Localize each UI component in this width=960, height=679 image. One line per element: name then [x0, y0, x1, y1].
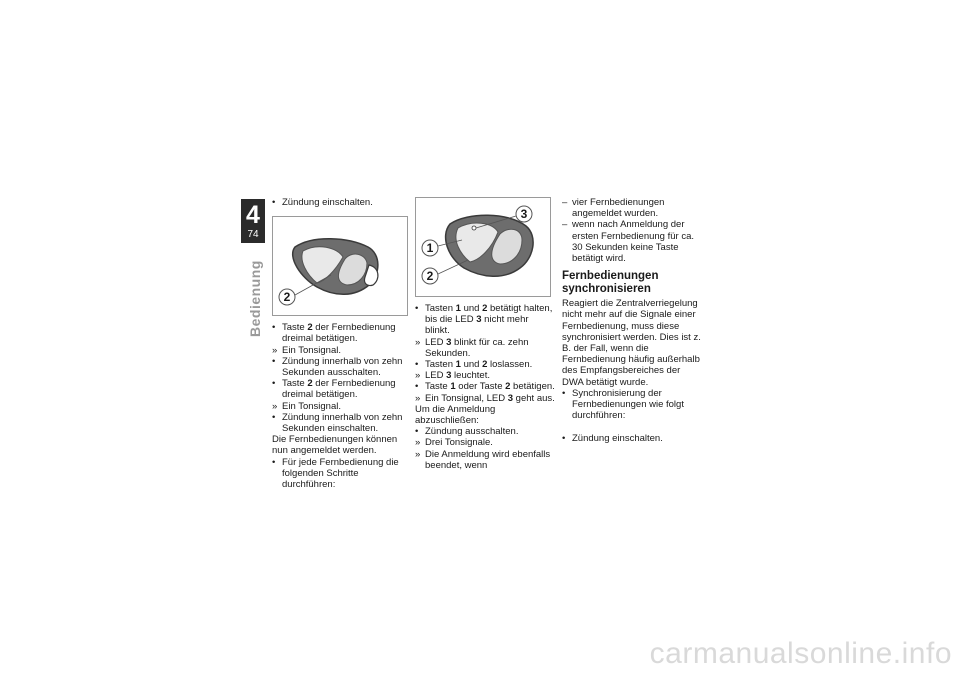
- step-text: LED: [425, 370, 447, 382]
- reference-number: 3: [446, 370, 452, 382]
- list-marker: •: [272, 411, 276, 423]
- list-item: [415, 337, 555, 359]
- key-fob-illustration: [273, 217, 407, 315]
- step-text: Für jede Fernbedienung die folgenden Schritte durchführen:: [282, 456, 399, 491]
- step-text: der Fernbedienung dreimal betätigen.: [282, 378, 396, 401]
- list-marker: »: [272, 344, 278, 356]
- reference-number: 2: [482, 359, 488, 371]
- column-1: [272, 197, 412, 490]
- step-text: leuchtet.: [451, 370, 490, 382]
- list-marker: »: [415, 336, 421, 348]
- section-heading: Fernbedienungen synchronisieren: [562, 270, 659, 296]
- figure-callout: 2: [426, 269, 434, 283]
- instruction-list: [272, 322, 412, 434]
- list-marker: »: [415, 392, 421, 404]
- list-marker: »: [415, 370, 421, 382]
- figure-callout: 2: [283, 290, 291, 305]
- list-item: [415, 303, 555, 337]
- list-marker: •: [272, 355, 276, 367]
- step-text: Zündung einschalten.: [282, 197, 373, 208]
- list-marker: •: [415, 426, 419, 438]
- list-marker: •: [415, 381, 419, 393]
- step-text: nicht mehr blinkt.: [425, 314, 529, 337]
- list-marker: •: [415, 303, 419, 314]
- step-text: wenn nach Anmeldung der ersten Fernbedienung für ca. 30 Sekunden keine Taste betätigt wird.: [572, 219, 694, 265]
- key-fob-figure-2: [415, 197, 551, 297]
- step-text: Die Anmeldung wird ebenfalls beendet, wenn: [425, 448, 551, 471]
- list-item: • Für jede Fernbedienung die folgenden Schritte durchführen:: [272, 456, 399, 491]
- list-item: [272, 378, 412, 400]
- watermark: carmanualsonline.info: [649, 637, 952, 670]
- step-text: loslassen.: [487, 359, 533, 371]
- paragraph: Die Fernbedienungen können nun angemeldet werden.: [272, 434, 398, 457]
- list-item: [415, 426, 555, 437]
- step-text: betätigen.: [510, 381, 555, 393]
- section-label: Bedienung: [247, 260, 263, 337]
- reference-number: 3: [507, 392, 514, 404]
- step-text: oder Taste: [455, 381, 506, 393]
- reference-number: 2: [505, 381, 511, 393]
- step-text: blinkt für ca. zehn Sekunden.: [425, 336, 529, 359]
- step-text: LED: [425, 336, 447, 348]
- step-text: Zündung ausschalten.: [425, 426, 519, 438]
- step-text: Zündung innerhalb von zehn Sekunden ausschalten.: [282, 355, 403, 379]
- step-text: geht aus.: [513, 392, 555, 404]
- step-text: Ein Tonsignal.: [282, 400, 341, 412]
- list-item: • Synchronisierung der Fernbedienungen wie folgt durchführen:: [562, 387, 684, 422]
- key-fob-figure-1: [272, 216, 408, 316]
- list-item: – vier Fernbedienungen angemeldet wurden.: [562, 197, 665, 220]
- step-text: Taste: [425, 381, 451, 393]
- list-marker: •: [272, 378, 276, 390]
- list-marker: »: [415, 448, 421, 460]
- step-text: und: [460, 359, 483, 371]
- step-text: der Fernbedienung dreimal betätigen.: [282, 322, 396, 345]
- list-marker: •: [272, 322, 276, 334]
- reference-number: 2: [482, 303, 488, 314]
- list-item: • Zündung einschalten.: [562, 433, 663, 445]
- step-text: vier Fernbedienungen angemeldet wurden.: [572, 197, 665, 220]
- step-text: Taste: [282, 378, 308, 390]
- step-text: Ein Tonsignal.: [282, 344, 341, 356]
- column-2: [415, 197, 555, 471]
- list-item: [272, 322, 412, 344]
- paragraph: Um die Anmeldung abzuschließen:: [415, 403, 496, 427]
- list-item: • Zündung einschalten.: [272, 197, 373, 208]
- paragraph: Reagiert die Zentralverriegelung nicht mehr auf die Signale einer Fernbedienung, muss diese synchronisiert werden. Dies ist z. B. der Fall, wenn die Fernbedienung häufig außerhalb des Empfangsbereiches der DWA betätigt wurde.: [562, 298, 701, 388]
- list-item: [415, 393, 555, 404]
- reference-number: 2: [307, 378, 313, 390]
- step-text: und: [460, 303, 483, 314]
- step-text: Zündung einschalten.: [572, 433, 663, 445]
- list-marker: »: [415, 437, 421, 449]
- instruction-list: [415, 303, 555, 404]
- instruction-list: [415, 426, 555, 471]
- reference-number: 1: [455, 303, 461, 314]
- list-marker: •: [415, 359, 419, 371]
- list-item: [272, 412, 412, 434]
- reference-number: 1: [450, 381, 456, 393]
- figure-callout: 1: [426, 241, 434, 255]
- reference-number: 3: [446, 336, 452, 348]
- dash-list: [562, 197, 702, 264]
- key-fob-illustration: [416, 198, 550, 296]
- list-item: [415, 370, 555, 381]
- list-item: [272, 401, 412, 412]
- step-text: betätigt halten, bis die LED: [425, 303, 553, 326]
- column-3: [562, 197, 702, 445]
- step-text: Synchronisierung der Fernbedienungen wie folgt durchführen:: [572, 387, 684, 422]
- chapter-tab: [241, 199, 265, 243]
- list-item: – wenn nach Anmeldung der ersten Fernbedienung für ca. 30 Sekunden keine Taste betätigt wird.: [562, 219, 694, 265]
- step-text: Drei Tonsignale.: [425, 437, 493, 449]
- step-text: Tasten: [425, 303, 456, 314]
- chapter-number: 4: [246, 201, 260, 229]
- list-item: [415, 449, 555, 471]
- step-text: Zündung innerhalb von zehn Sekunden einschalten.: [282, 411, 403, 435]
- list-item: [415, 381, 555, 392]
- step-text: Taste: [282, 322, 308, 334]
- step-text: Ein Tonsignal, LED: [425, 392, 508, 404]
- list-item: [415, 437, 555, 448]
- figure-callout: 3: [520, 207, 528, 221]
- page-number: 74: [247, 229, 259, 240]
- reference-number: 1: [455, 359, 461, 371]
- list-item: [272, 345, 412, 356]
- list-marker: »: [272, 400, 278, 412]
- list-item: [272, 356, 412, 378]
- step-text: Tasten: [425, 359, 456, 371]
- reference-number: 2: [307, 322, 313, 334]
- reference-number: 3: [476, 314, 482, 326]
- list-item: [415, 359, 555, 370]
